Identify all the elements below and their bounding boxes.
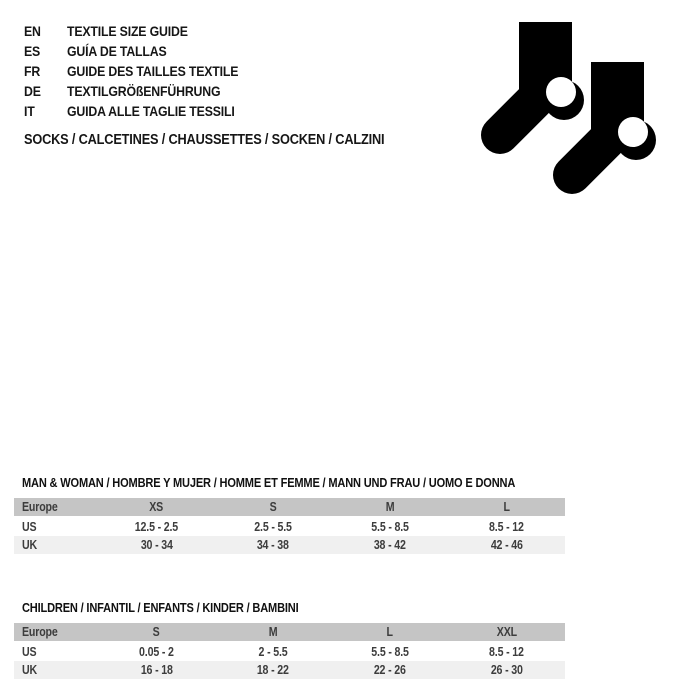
size-cell: 42 - 46 xyxy=(490,538,523,552)
size-cell: 18 - 22 xyxy=(257,663,290,677)
table-header-row xyxy=(14,498,565,517)
size-cell: 8.5 - 12 xyxy=(489,520,524,534)
size-cell: 34 - 38 xyxy=(257,538,290,552)
table-row xyxy=(14,642,565,661)
size-cell: 12.5 - 2.5 xyxy=(134,520,178,534)
size-cell: 2.5 - 5.5 xyxy=(254,520,292,534)
size-cell: 38 - 42 xyxy=(373,538,406,552)
header-cell: L xyxy=(386,625,394,639)
header-cell: L xyxy=(503,500,510,514)
row-label-cell: US xyxy=(22,645,37,659)
header-cell: XS xyxy=(149,500,164,514)
size-cell: 26 - 30 xyxy=(490,663,523,677)
size-cell: 16 - 18 xyxy=(140,663,173,677)
table-row xyxy=(14,661,565,679)
size-table-children-title xyxy=(22,601,565,614)
row-label-cell: UK xyxy=(22,538,38,552)
header-cell: S xyxy=(152,625,160,639)
language-code: FR xyxy=(24,63,41,79)
table-row xyxy=(14,536,565,554)
category-line xyxy=(24,132,434,148)
row-label-cell: UK xyxy=(22,663,38,677)
language-code: ES xyxy=(24,43,41,59)
language-label: TEXTILE SIZE GUIDE xyxy=(67,23,188,39)
language-label: GUIDE DES TAILLES TEXTILE xyxy=(67,63,239,79)
header-cell: S xyxy=(269,500,277,514)
language-row-fr xyxy=(24,61,262,81)
language-label: GUIDA ALLE TAGLIE TESSILI xyxy=(67,103,235,119)
language-row-it xyxy=(24,101,262,121)
size-table-adult xyxy=(14,498,565,554)
header-cell: XXL xyxy=(496,625,517,639)
language-code: DE xyxy=(24,83,41,99)
language-row-de xyxy=(24,81,262,101)
size-table-children xyxy=(14,623,565,679)
header-cell: Europe xyxy=(22,625,58,639)
table-row xyxy=(14,517,565,536)
category-text: SOCKS / CALCETINES / CHAUSSETTES / SOCKEN / CALZINI xyxy=(24,132,385,148)
size-cell: 0.05 - 2 xyxy=(139,645,174,659)
language-code: IT xyxy=(24,103,35,119)
header-cell: Europe xyxy=(22,500,58,514)
language-label: GUÍA DE TALLAS xyxy=(67,43,167,59)
size-cell: 2 - 5.5 xyxy=(258,645,288,659)
size-table-children-title-text: CHILDREN / INFANTIL / ENFANTS / KINDER / BAMBINI xyxy=(22,600,299,615)
size-table-adult-title-text: MAN & WOMAN / HOMBRE Y MUJER / HOMME ET FEMME / MANN UND FRAU / UOMO E DONNA xyxy=(22,475,516,490)
language-label: TEXTILGRÖßENFÜHRUNG xyxy=(67,83,221,99)
size-cell: 8.5 - 12 xyxy=(489,645,524,659)
row-label-cell: US xyxy=(22,520,37,534)
size-table-adult-section xyxy=(14,476,565,554)
size-table-adult-title xyxy=(22,476,565,489)
language-row-en xyxy=(24,21,262,41)
size-cell: 30 - 34 xyxy=(140,538,173,552)
size-cell: 5.5 - 8.5 xyxy=(371,520,409,534)
size-cell: 5.5 - 8.5 xyxy=(371,645,409,659)
header-cell: M xyxy=(268,625,278,639)
language-code: EN xyxy=(24,23,41,39)
language-row-es xyxy=(24,41,262,61)
size-table-children-section xyxy=(14,601,565,679)
sock-front xyxy=(572,62,656,175)
language-list xyxy=(24,21,262,121)
socks-icon xyxy=(470,10,680,210)
header-cell: M xyxy=(385,500,395,514)
table-header-row xyxy=(14,623,565,642)
size-cell: 22 - 26 xyxy=(373,663,406,677)
sock-back xyxy=(500,22,584,135)
